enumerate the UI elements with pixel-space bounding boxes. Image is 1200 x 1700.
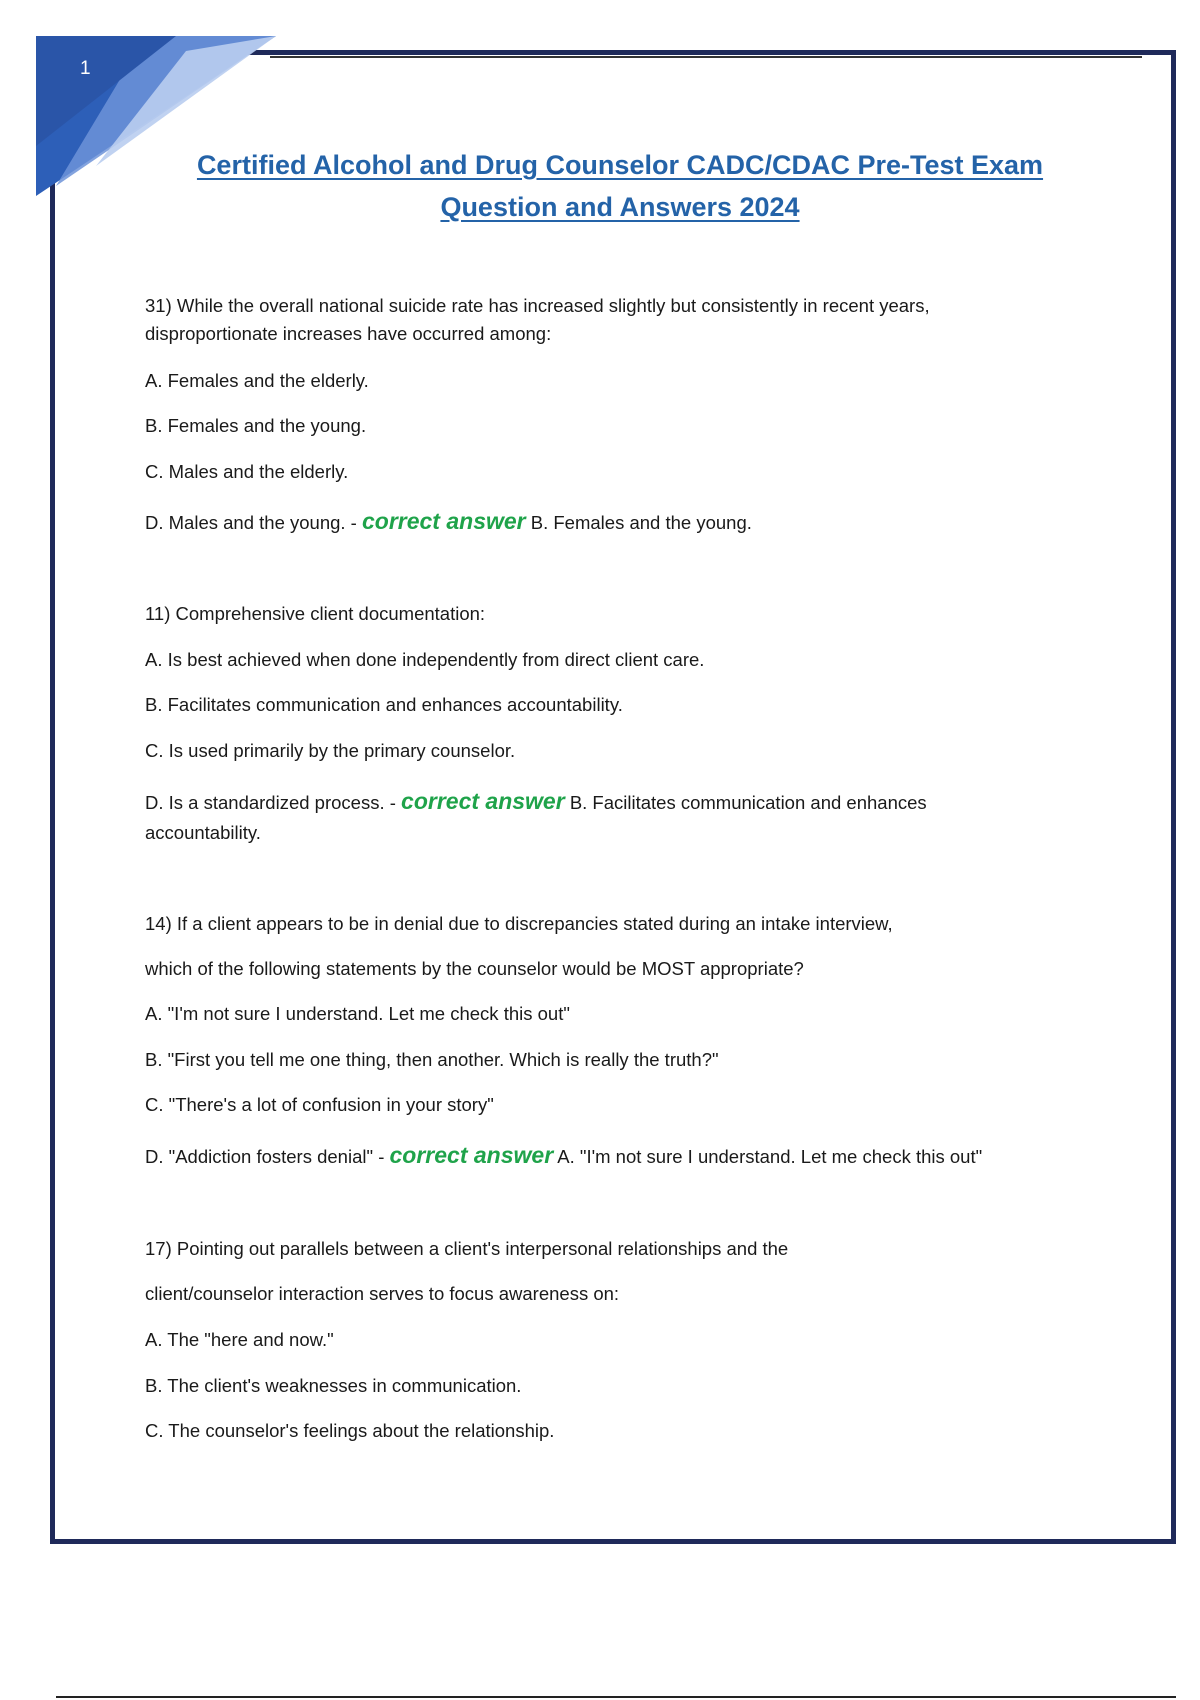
question-31-option-d-row xyxy=(145,507,752,537)
question-11-stem-line-1: 11) Comprehensive client documentation: xyxy=(145,603,486,624)
question-14-stem-line-2: which of the following statements by the counselor would be MOST appropriate? xyxy=(145,958,804,979)
question-31-stem-line-2: disproportionate increases have occurred among: xyxy=(145,323,552,344)
page-number: 1 xyxy=(80,58,91,79)
question-17-option-c: C. The counselor's feelings about the relationship. xyxy=(145,1420,555,1441)
question-31-option-a: A. Females and the elderly. xyxy=(145,370,369,391)
question-11-option-c: C. Is used primarily by the primary counselor. xyxy=(145,740,516,761)
question-14-option-c: C. "There's a lot of confusion in your story" xyxy=(145,1094,494,1115)
question-14-option-d-row xyxy=(145,1141,982,1171)
question-14-option-a: A. "I'm not sure I understand. Let me check this out" xyxy=(145,1003,570,1024)
document-title xyxy=(120,144,1120,228)
question-31-stem-line-1: 31) While the overall national suicide rate has increased slightly but consistently in recent years, xyxy=(145,295,930,316)
question-14-stem-line-1: 14) If a client appears to be in denial due to discrepancies stated during an intake interview, xyxy=(145,913,893,934)
question-11-answer: B. Facilitates communication and enhances xyxy=(569,792,927,813)
question-14-option-b: B. "First you tell me one thing, then another. Which is really the truth?" xyxy=(145,1049,719,1070)
question-31-answer: B. Females and the young. xyxy=(530,512,752,533)
correct-answer-label: correct answer xyxy=(389,1142,554,1168)
correct-answer-label: correct answer xyxy=(401,788,565,814)
question-11-answer-continued: accountability. xyxy=(145,822,261,843)
question-11-option-d-row xyxy=(145,787,927,817)
question-11-option-b: B. Facilitates communication and enhances accountability. xyxy=(145,694,623,715)
question-31-option-d: D. Males and the young. - xyxy=(145,512,357,533)
question-17-option-a: A. The "here and now." xyxy=(145,1329,334,1350)
question-17-option-b: B. The client's weaknesses in communication. xyxy=(145,1375,522,1396)
header-rule xyxy=(270,56,1142,58)
question-31-option-c: C. Males and the elderly. xyxy=(145,461,349,482)
footer-rule xyxy=(56,1696,1176,1698)
question-11-option-d: D. Is a standardized process. - xyxy=(145,792,396,813)
title-line-1: Certified Alcohol and Drug Counselor CADC/CDAC Pre-Test Exam xyxy=(196,150,1044,180)
question-11-option-a: A. Is best achieved when done independently from direct client care. xyxy=(145,649,705,670)
title-line-2: Question and Answers 2024 xyxy=(440,192,800,222)
correct-answer-label: correct answer xyxy=(361,508,526,534)
question-17-stem-line-2: client/counselor interaction serves to focus awareness on: xyxy=(145,1283,620,1304)
question-14-option-d: D. "Addiction fosters denial" - xyxy=(145,1146,385,1167)
question-17-stem-line-1: 17) Pointing out parallels between a client's interpersonal relationships and the xyxy=(145,1238,789,1259)
question-31-option-b: B. Females and the young. xyxy=(145,415,367,436)
question-14-answer: A. "I'm not sure I understand. Let me check this out" xyxy=(557,1146,983,1167)
